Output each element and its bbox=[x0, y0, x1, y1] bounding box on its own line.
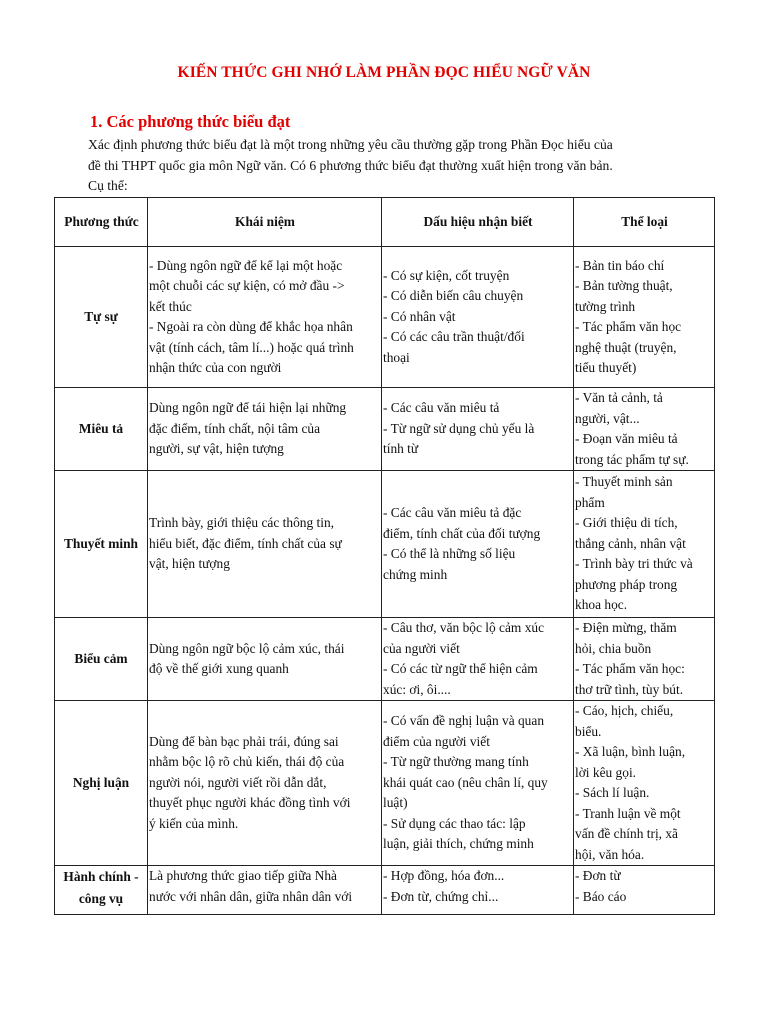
genres-line: hội, văn hóa. bbox=[575, 846, 645, 862]
concept-line: độ về thế giới xung quanh bbox=[149, 661, 289, 676]
signs-line: khái quát cao (nêu chân lí, quy bbox=[383, 774, 548, 790]
concept-line: nhận thức của con người bbox=[149, 360, 282, 375]
intro-paragraph bbox=[88, 135, 700, 197]
header-genres: Thể loại bbox=[574, 198, 715, 247]
signs-line: - Từ ngữ sử dụng chủ yếu là bbox=[383, 420, 535, 436]
genres-line: - Tác phẩm văn học bbox=[575, 319, 682, 334]
genres-cell bbox=[574, 866, 715, 915]
genres-line: - Sách lí luận. bbox=[575, 785, 650, 800]
concept-cell bbox=[148, 471, 382, 618]
genres-line: - Bản tin báo chí bbox=[575, 257, 665, 273]
signs-cell bbox=[382, 701, 574, 866]
concept-line: kết thúc bbox=[149, 298, 192, 314]
signs-line: - Hợp đồng, hóa đơn... bbox=[383, 868, 505, 883]
header-concept: Khái niệm bbox=[148, 198, 382, 247]
genres-line: - Đoạn văn miêu tả bbox=[575, 431, 678, 446]
signs-line: - Có thể là những số liệu bbox=[383, 546, 516, 561]
header-method: Phương thức bbox=[55, 198, 148, 247]
genres-line: phương pháp trong bbox=[575, 576, 678, 592]
genres-line: - Điện mừng, thăm bbox=[575, 620, 677, 635]
concept-cell bbox=[148, 247, 382, 388]
concept-line: ý kiến của mình. bbox=[149, 815, 239, 831]
signs-cell bbox=[382, 388, 574, 471]
concept-line: Dùng để bàn bạc phải trái, đúng sai bbox=[149, 733, 339, 749]
table-row bbox=[55, 247, 715, 388]
genres-cell bbox=[574, 618, 715, 701]
genres-line: khoa học. bbox=[575, 597, 628, 613]
concept-line: thuyết phục người khác đồng tình với bbox=[149, 795, 351, 811]
table-row bbox=[55, 471, 715, 618]
genres-line: - Văn tả cảnh, tả bbox=[575, 390, 663, 405]
concept-line: người nói, người viết rồi dẫn dắt, bbox=[149, 774, 327, 790]
genres-line: - Đơn từ bbox=[575, 868, 621, 883]
method-name: Nghị luận bbox=[55, 701, 148, 866]
table-header-row bbox=[55, 198, 715, 247]
signs-line: điểm của người viết bbox=[383, 733, 490, 749]
page-title: KIẾN THỨC GHI NHỚ LÀM PHẦN ĐỌC HIỂU NGỮ VĂN bbox=[177, 64, 591, 81]
genres-line: nghệ thuật (truyện, bbox=[575, 339, 677, 355]
signs-line: - Câu thơ, văn bộc lộ cảm xúc bbox=[383, 620, 545, 635]
signs-cell bbox=[382, 471, 574, 618]
signs-line: luận, giải thích, chứng minh bbox=[383, 836, 534, 852]
signs-cell bbox=[382, 618, 574, 701]
concept-line: - Dùng ngôn ngữ để kể lại một hoặc bbox=[149, 257, 343, 273]
concept-line: vật, hiện tượng bbox=[149, 556, 230, 572]
concept-line: - Ngoài ra còn dùng để khắc họa nhân bbox=[149, 319, 353, 334]
table-row bbox=[55, 701, 715, 866]
genres-line: - Xã luận, bình luận, bbox=[575, 744, 686, 759]
method-name: Thuyết minh bbox=[55, 471, 148, 618]
genres-cell bbox=[574, 471, 715, 618]
method-name: Biểu cảm bbox=[55, 618, 148, 701]
genres-line: vấn đề chính trị, xã bbox=[575, 826, 678, 841]
genres-line: thơ trữ tình, tùy bút. bbox=[575, 681, 684, 697]
genres-line: hỏi, chia buồn bbox=[575, 640, 652, 656]
signs-line: của người viết bbox=[383, 640, 460, 656]
genres-line: phẩm bbox=[575, 494, 605, 510]
method-name-line: công vụ bbox=[78, 891, 124, 906]
method-name: Miêu tả bbox=[55, 388, 148, 471]
concept-line: Dùng ngôn ngữ bộc lộ cảm xúc, thái bbox=[149, 640, 345, 656]
method-name: Tự sự bbox=[55, 247, 148, 388]
concept-line: một chuỗi các sự kiện, có mở đầu -> bbox=[149, 278, 345, 293]
expression-methods-table bbox=[54, 197, 715, 915]
genres-line: - Tranh luận về một bbox=[575, 805, 681, 821]
genres-line: người, vật... bbox=[575, 410, 640, 426]
table-row bbox=[55, 388, 715, 471]
signs-line: tính từ bbox=[383, 441, 419, 457]
genres-line: - Cáo, hịch, chiếu, bbox=[575, 703, 674, 718]
concept-line: hiểu biết, đặc điểm, tính chất của sự bbox=[149, 535, 342, 551]
genres-line: - Tác phẩm văn học: bbox=[575, 661, 685, 676]
concept-cell bbox=[148, 388, 382, 471]
concept-line: nhằm bộc lộ rõ chủ kiến, thái độ của bbox=[149, 754, 345, 770]
genres-line: thắng cảnh, nhân vật bbox=[575, 535, 686, 551]
signs-line: thoại bbox=[383, 349, 410, 365]
signs-line: - Sử dụng các thao tác: lập bbox=[383, 815, 526, 831]
intro-line: đề thi THPT quốc gia môn Ngữ văn. Có 6 phương thức biểu đạt thường xuất hiện trong văn bản. bbox=[88, 157, 613, 173]
signs-line: xúc: ơi, ôi.... bbox=[383, 681, 451, 697]
method-name-line: Hành chính - bbox=[63, 869, 139, 884]
concept-line: Trình bày, giới thiệu các thông tin, bbox=[149, 515, 334, 531]
genres-cell bbox=[574, 701, 715, 866]
concept-line: đặc điểm, tính chất, nội tâm của bbox=[149, 420, 321, 436]
signs-line: - Có vấn đề nghị luận và quan bbox=[383, 713, 545, 729]
concept-cell bbox=[148, 701, 382, 866]
signs-line: luật) bbox=[383, 795, 408, 811]
genres-cell bbox=[574, 388, 715, 471]
concept-line: nước với nhân dân, giữa nhân dân với bbox=[149, 888, 353, 904]
genres-line: tiểu thuyết) bbox=[575, 360, 637, 375]
genres-line: - Giới thiệu di tích, bbox=[575, 515, 678, 531]
concept-line: vật (tính cách, tâm lí...) hoặc quá trình bbox=[149, 339, 354, 355]
signs-line: - Các câu văn miêu tả bbox=[383, 400, 500, 416]
table-row bbox=[55, 866, 715, 915]
intro-line: Xác định phương thức biểu đạt là một trong những yêu cầu thường gặp trong Phần Đọc hiểu của bbox=[88, 137, 613, 152]
genres-line: biểu. bbox=[575, 723, 602, 739]
table-row bbox=[55, 618, 715, 701]
signs-line: - Có nhân vật bbox=[383, 308, 456, 324]
genres-cell bbox=[574, 247, 715, 388]
genres-line: - Bản tường thuật, bbox=[575, 278, 673, 293]
signs-line: - Các câu văn miêu tả đặc bbox=[383, 505, 522, 520]
section-heading: 1. Các phương thức biểu đạt bbox=[90, 112, 291, 131]
intro-line: Cụ thể: bbox=[88, 178, 128, 193]
genres-line: tường trình bbox=[575, 298, 636, 314]
signs-line: chứng minh bbox=[383, 566, 448, 582]
concept-line: người, sự vật, hiện tượng bbox=[149, 441, 284, 457]
signs-line: - Có các từ ngữ thể hiện cảm bbox=[383, 661, 538, 676]
genres-line: - Trình bày tri thức và bbox=[575, 556, 693, 572]
concept-line: Là phương thức giao tiếp giữa Nhà bbox=[149, 868, 338, 883]
signs-line: - Từ ngữ thường mang tính bbox=[383, 754, 529, 770]
signs-line: điểm, tính chất của đối tượng bbox=[383, 525, 541, 541]
genres-line: trong tác phẩm tự sự. bbox=[575, 451, 689, 467]
signs-line: - Có sự kiện, cốt truyện bbox=[383, 267, 510, 283]
method-name bbox=[55, 866, 148, 915]
signs-line: - Có diễn biến câu chuyện bbox=[383, 288, 524, 304]
concept-cell bbox=[148, 618, 382, 701]
signs-line: - Có các câu trần thuật/đối bbox=[383, 329, 525, 345]
genres-line: - Thuyết minh sản bbox=[575, 474, 673, 490]
concept-cell bbox=[148, 866, 382, 915]
concept-line: Dùng ngôn ngữ để tái hiện lại những bbox=[149, 400, 347, 416]
signs-cell bbox=[382, 247, 574, 388]
genres-line: lời kêu gọi. bbox=[575, 764, 637, 780]
signs-cell bbox=[382, 866, 574, 915]
genres-line: - Báo cáo bbox=[575, 888, 627, 904]
signs-line: - Đơn từ, chứng chỉ... bbox=[383, 888, 499, 904]
header-signs: Dấu hiệu nhận biết bbox=[382, 198, 574, 247]
